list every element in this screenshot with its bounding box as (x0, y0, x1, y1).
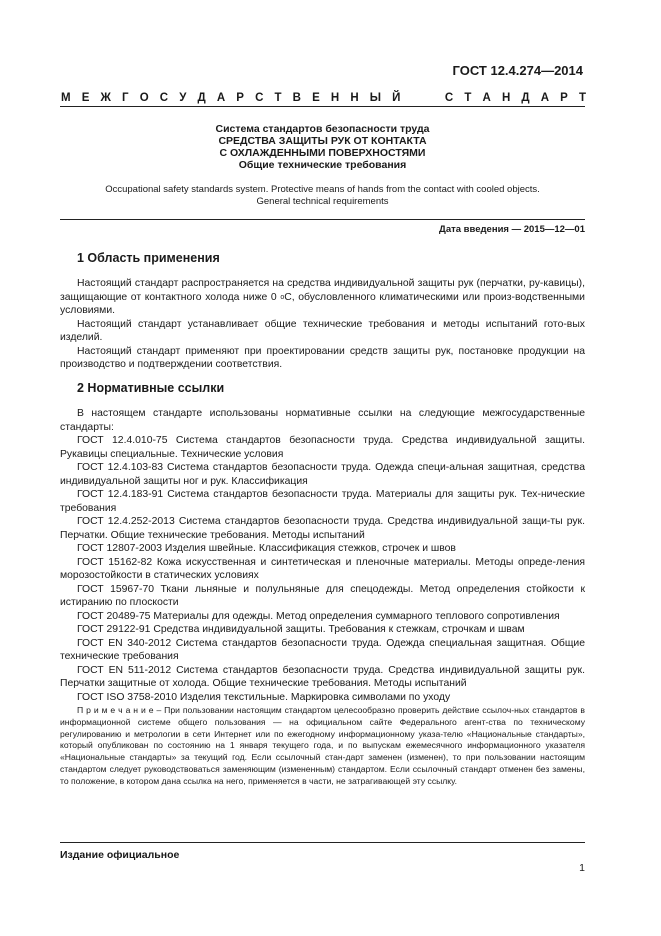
title-main-line-1: СРЕДСТВА ЗАЩИТЫ РУК ОТ КОНТАКТА (218, 135, 427, 147)
edition-label: Издание официальное (60, 849, 180, 861)
banner-letter: Т (464, 92, 472, 104)
banner-letter: О (139, 92, 149, 104)
banner-letter: Д (521, 92, 530, 104)
normative-reference: ГОСТ EN 511-2012 Система стандартов безопасности труда. Средства индивидуальной защиты рук. Перчатки защитные от холода. Общие технические требования. Методы испытаний (60, 664, 585, 689)
section-1-paragraph-3: Настоящий стандарт применяют при проектировании средств защиты рук, постановке продукции на производство и подтверждении соответствия. (60, 345, 585, 370)
top-rule (60, 106, 585, 107)
normative-reference: ГОСТ 12807-2003 Изделия швейные. Классификация стежков, строчек и швов (77, 543, 456, 554)
document-number: ГОСТ 12.4.274—2014 (452, 63, 583, 78)
section-1-heading: 1 Область применения (77, 251, 220, 265)
banner-letter: Н (330, 92, 340, 104)
intro-rule (60, 219, 585, 220)
english-title-line-2: General technical requirements (256, 196, 389, 207)
normative-reference: ГОСТ 29122-91 Средства индивидуальной защиты. Требования к стежкам, строчкам и швам (77, 624, 525, 635)
banner-letter: Н (350, 92, 359, 104)
normative-reference: ГОСТ 12.4.103-83 Система стандартов безопасности труда. Одежда специ-альная защитная, средства индивидуальной защиты ног и рук. Классификация (60, 462, 585, 487)
normative-reference: ГОСТ 12.4.010-75 Система стандартов безопасности труда. Средства индивидуальной защиты. Рукавицы специальные. Технические условия (60, 435, 585, 460)
page-number: 1 (579, 862, 585, 874)
normative-reference: ГОСТ 15162-82 Кожа искусственная и синтетическая и пленочные материалы. Методы опреде-ления морозостойкости в статических условиях (60, 556, 585, 581)
banner-letter: Й (392, 92, 401, 104)
banner-letter: Д (197, 92, 206, 104)
section-2-body (60, 407, 585, 704)
normative-reference: ГОСТ ISO 3758-2010 Изделия текстильные. Маркировка символами по уходу (77, 691, 451, 703)
banner-letter: У (179, 92, 187, 104)
document-title (60, 123, 585, 171)
banner-letter: А (540, 92, 550, 104)
normative-reference: ГОСТ 20489-75 Материалы для одежды. Метод определения суммарного теплового сопротивления (77, 610, 560, 622)
section-1-paragraph-1: Настоящий стандарт распространяется на средства индивидуальной защиты рук (перчатки, ру-кавицы), защищающие от контактного холода ниже 0 $^о$С, обусловленного климатическими или произ-водственными условиями. (60, 278, 585, 316)
banner-letter: С (255, 92, 264, 104)
banner-letter: Н (501, 92, 511, 104)
banner-letter: М (61, 92, 71, 104)
normative-reference: ГОСТ 12.4.252-2013 Система стандартов безопасности труда. Средства индивидуальной защи-ты рук. Перчатки. Общие технические требования. Методы испытаний (60, 516, 585, 541)
interstate-standard-banner (61, 92, 586, 104)
normative-reference: ГОСТ EN 340-2012 Система стандартов безопасности труда. Одежда специальная защитная. Общие технические требования (60, 637, 585, 662)
title-series: Система стандартов безопасности труда (215, 123, 430, 135)
note-paragraph: П р и м е ч а н и е – При пользовании настоящим стандартом целесообразно проверить действие ссылоч-ных стандартов в информационной системе общего пользования — на официальном сайте Федерального агент-ства по техническому регулированию и метрологии в сети Интернет или по ежегодному информационному указа-телю «Национальные стандарты», который опубликован по состоянию на 1 января текущего года, и по выпускам ежемесячного информационного указателя «Национальные стандарты» за текущий год. Если ссылочный стан-дарт заменен (изменен), то при пользовании настоящим стандартом следует руководствоваться заменяющим (измененным) стандартом. Если ссылочный стандарт отменен без замены, то положение, в котором дана ссылка на него, применяется в части, не затрагивающей эту ссылку. (60, 705, 585, 786)
banner-letter: С (159, 92, 169, 104)
banner-letter: А (216, 92, 226, 104)
section-1-paragraph-2: Настоящий стандарт устанавливает общие технические требования и методы испытаний гото-вых изделий. (60, 318, 585, 343)
footer-rule (60, 842, 585, 843)
banner-letter: А (482, 92, 491, 104)
banner-letter: Т (274, 92, 282, 104)
banner-letter: Р (560, 92, 568, 104)
banner-letter: Ж (100, 92, 111, 104)
banner-letter: Р (236, 92, 244, 104)
banner-letter: Г (122, 92, 129, 104)
english-title-line-1: Occupational safety standards system. Protective means of hands from the contact with cooled objects. (105, 184, 540, 195)
banner-letter: С (444, 92, 454, 104)
banner-letter: В (292, 92, 301, 104)
normative-reference: ГОСТ 12.4.183-91 Система стандартов безопасности труда. Материалы для защиты рук. Тех-нические требования (60, 489, 585, 514)
banner-letter: Т (578, 92, 586, 104)
banner-letter: Е (81, 92, 90, 104)
title-subtitle: Общие технические требования (238, 159, 407, 171)
title-main-line-2: С ОХЛАЖДЕННЫМИ ПОВЕРХНОСТЯМИ (219, 147, 426, 159)
english-title (60, 184, 585, 208)
banner-letter: Е (312, 92, 320, 104)
section-2-heading: 2 Нормативные ссылки (77, 381, 225, 395)
banner-letter: Ы (369, 92, 382, 104)
normative-reference: ГОСТ 15967-70 Ткани льняные и полульняные для спецодежды. Метод определения стойкости к истиранию по плоскости (60, 583, 585, 608)
section-2-intro: В настоящем стандарте использованы нормативные ссылки на следующие межгосударственные стандарты: (60, 408, 585, 433)
section-1-body (60, 277, 585, 372)
introduction-date: Дата введения — 2015—12—01 (439, 224, 585, 235)
